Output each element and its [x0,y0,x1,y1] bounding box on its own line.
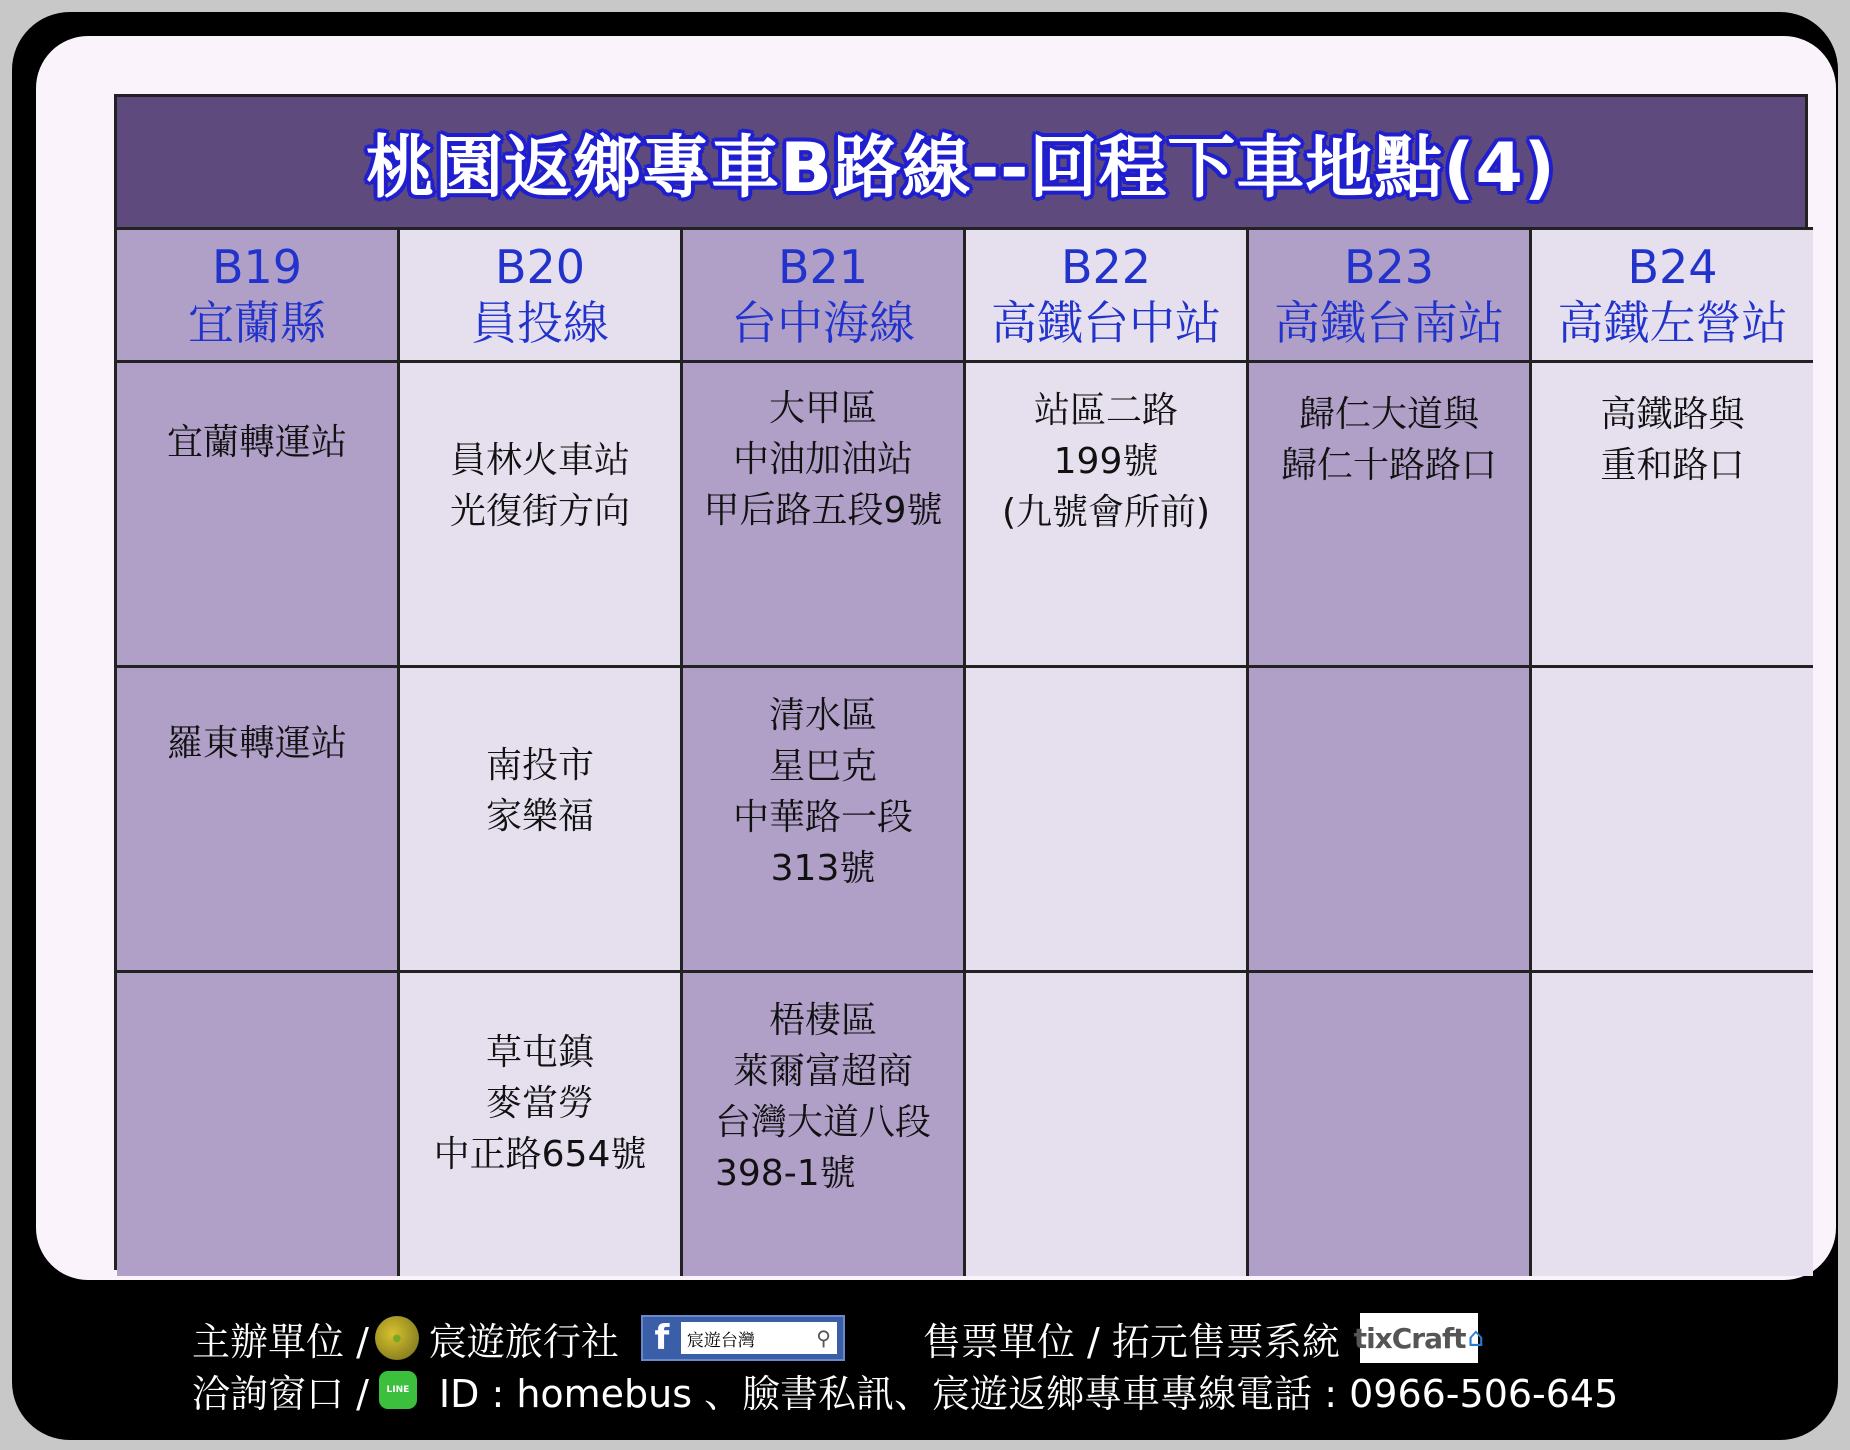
tixcraft-logo-icon [1353,1313,1485,1363]
stop-cell-b23-3 [1249,973,1529,1276]
route-table [117,227,1813,1276]
stop-line: 光復街方向 [449,491,630,532]
title-bar [117,97,1805,227]
organizer-label: 主辦單位 / [192,1319,369,1364]
stop-cell-b24-1 [1532,363,1813,665]
route-header-b19 [117,230,397,360]
stop-line: 台灣大道八段 [714,1102,931,1143]
stop-cell-b24-2 [1532,668,1813,970]
facebook-search-text: 宸遊台灣 [686,1330,755,1351]
stop-line: 歸仁大道與 [1298,394,1479,435]
route-board [114,94,1808,1270]
stop-line: 家樂福 [485,796,594,837]
stop-cell-b23-2 [1249,668,1529,970]
stop-cell-b23-1 [1249,363,1529,665]
stop-line: 199號 [1053,441,1159,482]
facebook-search-badge [641,1315,845,1361]
stop-line: 高鐵路與 [1600,394,1745,435]
stop-line: 梧棲區 [768,1000,877,1041]
route-header-b23 [1249,230,1529,360]
stop-cell-b22-3 [966,973,1246,1276]
stop-cell-b21-3 [683,973,963,1276]
stop-line: 麥當勞 [485,1083,594,1124]
contact-label: 洽詢窗口 / [192,1371,369,1416]
stop-cell-b22-1 [966,363,1246,665]
route-code: B19 [211,240,303,294]
outer-frame [12,12,1838,1440]
house-icon: ⌂ [1467,1323,1485,1353]
route-name: 台中海線 [731,296,915,350]
stop-cell-b24-3 [1532,973,1813,1276]
facebook-search-field [681,1322,837,1354]
stop-line: 萊爾富超商 [732,1051,913,1092]
content-panel [36,36,1836,1280]
route-header-b22 [966,230,1246,360]
organizer-logo-icon: ● [375,1316,419,1360]
contact-text: ID : homebus 、臉書私訊、宸遊返鄉專車專線電話 : 0966-506-645 [438,1371,1619,1416]
stop-cell-b19-3 [117,973,397,1276]
stop-line: 313號 [770,848,876,889]
stop-line: 大甲區 [768,388,877,429]
route-name: 高鐵台南站 [1274,296,1504,350]
route-code: B22 [1060,240,1152,294]
stop-line: 南投市 [485,745,594,786]
stop-line: 中正路654號 [433,1134,647,1175]
footer-row-organizer [192,1312,1485,1364]
stop-line: 站區二路 [1033,390,1178,431]
stop-line: 草屯鎮 [485,1032,594,1073]
stop-line: 星巴克 [768,746,877,787]
stop-line: 清水區 [768,695,877,736]
stop-cell-b20-3 [400,973,680,1276]
stop-line: 羅東轉運站 [166,723,347,764]
route-code: B21 [777,240,869,294]
route-code: B20 [494,240,586,294]
stop-cell-b20-2 [400,668,680,970]
stop-line: 中華路一段 [732,797,913,838]
stop-line: 398-1號 [715,1153,856,1194]
ticket-label: 售票單位 / 拓元售票系統 [922,1319,1340,1364]
route-name: 高鐵台中站 [991,296,1221,350]
route-header-b20 [400,230,680,360]
stop-line: 中油加油站 [732,439,913,480]
stop-cell-b21-1 [683,363,963,665]
route-code: B23 [1343,240,1435,294]
route-name: 高鐵左營站 [1557,296,1788,350]
facebook-icon: f [643,1319,681,1357]
route-header-b24 [1532,230,1813,360]
route-name: 宜蘭縣 [188,296,326,350]
organizer-name: 宸遊旅行社 [428,1319,619,1364]
route-header-b21 [683,230,963,360]
stop-line: (九號會所前) [1001,492,1211,533]
stop-line: 宜蘭轉運站 [166,422,347,463]
footer [0,1290,1850,1450]
stop-cell-b20-1 [400,363,680,665]
line-app-icon: LINE [379,1371,417,1409]
tixcraft-logo-text: tixCraft [1353,1321,1466,1355]
stop-line: 員林火車站 [449,440,630,481]
stop-cell-b22-2 [966,668,1246,970]
stop-line: 重和路口 [1600,445,1745,486]
page-title: 桃園返鄉專車B路線--回程下車地點(4) [366,128,1556,208]
stop-cell-b19-2 [117,668,397,970]
stop-line: 甲后路五段9號 [703,490,943,531]
stop-cell-b19-1 [117,363,397,665]
route-name: 員投線 [471,296,609,350]
route-code: B24 [1627,240,1718,294]
search-icon: ⚲ [816,1326,831,1350]
stop-cell-b21-2 [683,668,963,970]
footer-row-contact [192,1364,1618,1416]
stop-line: 歸仁十路路口 [1280,445,1497,486]
